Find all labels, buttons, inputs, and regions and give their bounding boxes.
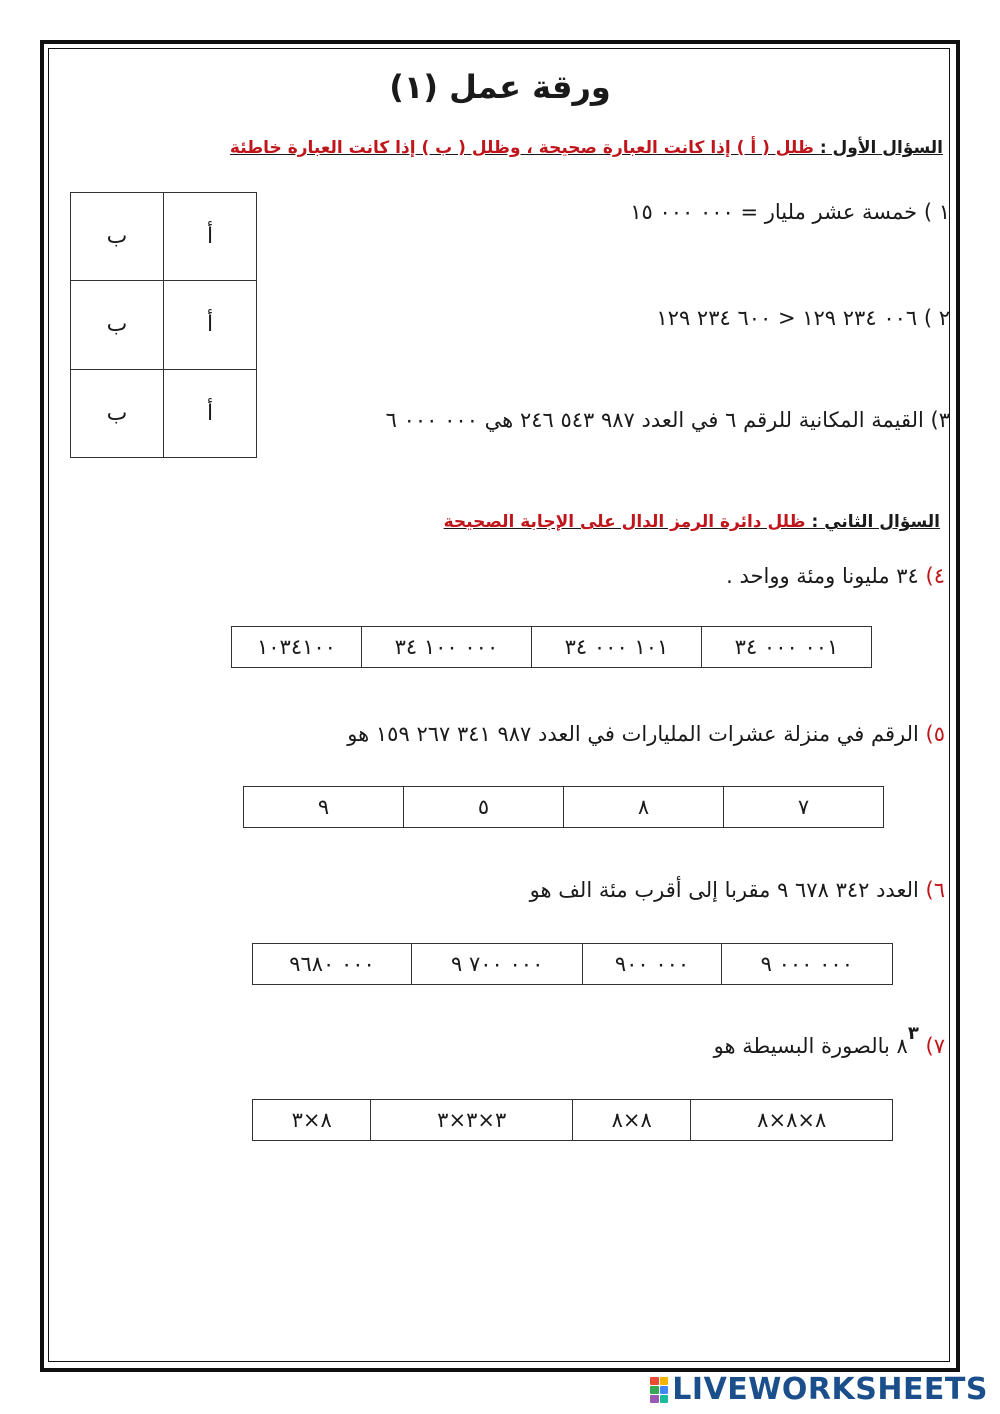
item-number: ٦) bbox=[925, 878, 945, 902]
exponent-base: ٨ bbox=[896, 1034, 908, 1058]
statement-number: ١ ) bbox=[923, 200, 950, 224]
true-false-grid bbox=[70, 192, 257, 458]
statement-number: ٢ ) bbox=[923, 306, 950, 330]
true-false-row-1 bbox=[71, 193, 257, 281]
statement-text: ٠٠٦ ٢٣٤ ١٢٩ < ٦٠٠ ٢٣٤ ١٢٩ bbox=[656, 306, 918, 330]
item-5 bbox=[347, 722, 945, 746]
question-2-instruction: ظلل دائرة الرمز الدال على الإجابة الصحيحة bbox=[443, 512, 806, 532]
choice-a-3[interactable]: أ bbox=[164, 369, 257, 457]
option-4-b[interactable]: ١٠١ ٠٠٠ ٣٤ bbox=[531, 627, 701, 668]
statement-text: خمسة عشر مليار = ٠٠٠ ٠٠٠ ١٥ bbox=[630, 200, 918, 224]
options-row-4 bbox=[231, 626, 872, 668]
item-text: ٣٤ مليونا ومئة وواحد . bbox=[726, 564, 919, 588]
statement-text: القيمة المكانية للرقم ٦ في العدد ٩٨٧ ٥٤٣ ٢٤٦ هي ٠٠٠ ٠٠٠ ٦ bbox=[385, 408, 924, 432]
choice-a-1[interactable]: أ bbox=[164, 193, 257, 281]
question-2-heading bbox=[444, 512, 940, 532]
choice-b-2[interactable]: ب bbox=[71, 281, 164, 369]
option-6-d[interactable]: ٠٠٠ ٩٦٨٠ bbox=[253, 944, 412, 985]
item-text: بالصورة البسيطة هو bbox=[713, 1034, 890, 1058]
statement-number: ٣) bbox=[930, 408, 950, 432]
liveworksheets-logo bbox=[650, 1372, 988, 1407]
worksheet-title: ورقة عمل (١) bbox=[389, 68, 611, 106]
exponent: ٣ bbox=[907, 1023, 919, 1044]
item-text: الرقم في منزلة عشرات المليارات في العدد ٩٨٧ ٣٤١ ٢٦٧ ١٥٩ هو bbox=[347, 722, 919, 746]
question-2-label: السؤال الثاني : bbox=[811, 512, 940, 532]
option-5-a[interactable]: ٧ bbox=[724, 787, 884, 828]
options-row-5 bbox=[243, 786, 884, 828]
item-number: ٤) bbox=[925, 564, 945, 588]
question-1-label: السؤال الأول : bbox=[819, 138, 943, 158]
option-7-b[interactable]: ٨×٨ bbox=[572, 1100, 690, 1141]
statement-3 bbox=[386, 408, 950, 432]
question-1-heading bbox=[230, 138, 943, 158]
item-4 bbox=[726, 564, 945, 588]
option-4-a[interactable]: ٠٠١ ٠٠٠ ٣٤ bbox=[701, 627, 871, 668]
choice-b-1[interactable]: ب bbox=[71, 193, 164, 281]
item-7 bbox=[713, 1023, 945, 1058]
choice-a-2[interactable]: أ bbox=[164, 281, 257, 369]
question-1-instruction: ظلل ( أ ) إذا كانت العبارة صحيحة ، وظلل ( ب ) إذا كانت العبارة خاطئة bbox=[229, 138, 814, 158]
options-row-7 bbox=[252, 1099, 893, 1141]
item-6 bbox=[530, 878, 945, 902]
options-row-6 bbox=[252, 943, 893, 985]
option-6-b[interactable]: ٠٠٠ ٩٠٠ bbox=[583, 944, 721, 985]
item-number: ٥) bbox=[925, 722, 945, 746]
logo-text: LIVEWORKSHEETS bbox=[672, 1372, 988, 1407]
statement-1 bbox=[630, 200, 950, 224]
item-number: ٧) bbox=[925, 1034, 945, 1058]
option-5-b[interactable]: ٨ bbox=[564, 787, 724, 828]
true-false-row-3 bbox=[71, 369, 257, 457]
option-7-a[interactable]: ٨×٨×٨ bbox=[691, 1100, 893, 1141]
option-5-d[interactable]: ٩ bbox=[244, 787, 404, 828]
item-text: العدد ٣٤٢ ٦٧٨ ٩ مقربا إلى أقرب مئة الف هو bbox=[529, 878, 919, 902]
option-7-d[interactable]: ٨×٣ bbox=[253, 1100, 371, 1141]
true-false-row-2 bbox=[71, 281, 257, 369]
statement-2 bbox=[656, 306, 950, 330]
logo-blocks-icon bbox=[650, 1377, 668, 1403]
option-4-d[interactable]: ١٠٣٤١٠٠ bbox=[232, 627, 362, 668]
option-6-a[interactable]: ٠٠٠ ٠٠٠ ٩ bbox=[721, 944, 892, 985]
option-4-c[interactable]: ٠٠٠ ١٠٠ ٣٤ bbox=[361, 627, 531, 668]
option-5-c[interactable]: ٥ bbox=[404, 787, 564, 828]
choice-b-3[interactable]: ب bbox=[71, 369, 164, 457]
option-7-c[interactable]: ٣×٣×٣ bbox=[371, 1100, 573, 1141]
option-6-c[interactable]: ٠٠٠ ٧٠٠ ٩ bbox=[412, 944, 583, 985]
